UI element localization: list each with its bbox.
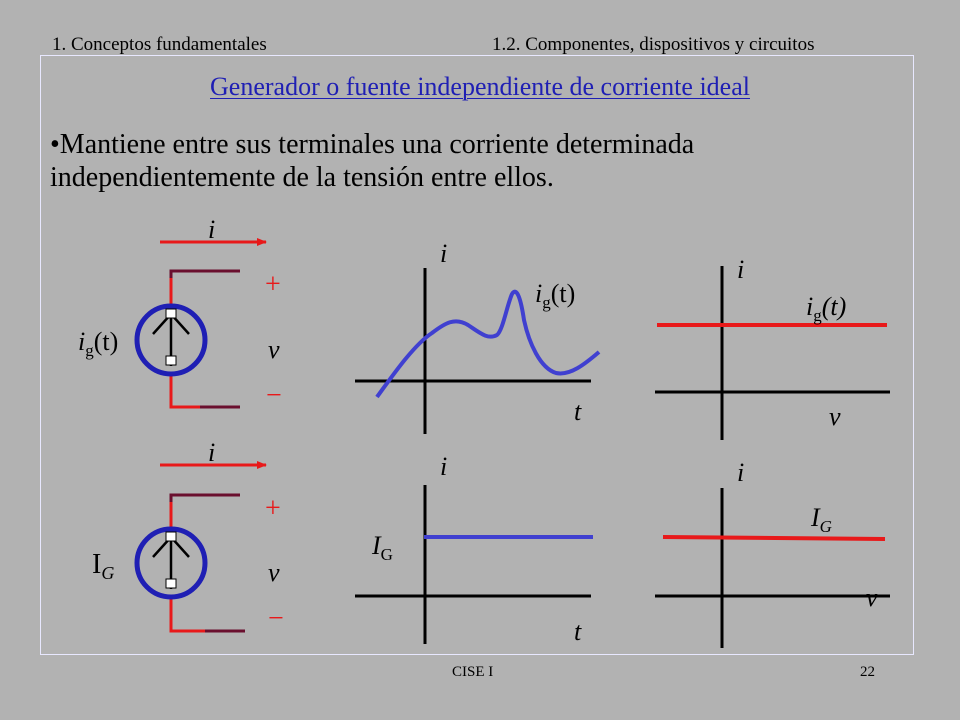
y-axis-label: i [440, 452, 448, 481]
source-label-IG: $I_G$ [92, 549, 115, 583]
source-terminal-top [166, 309, 176, 318]
curve-label-ig: $i_g(t)$ [535, 279, 576, 312]
footer-course-name: CISE I [452, 664, 494, 680]
graph-i-vs-v-variable [655, 255, 890, 440]
source-label-ig: $i_g(t)$ [78, 327, 119, 360]
line-label-IG: $I_G$ [811, 503, 832, 536]
current-label-i: i [208, 438, 216, 467]
wire-top [171, 495, 240, 530]
y-axis-label: i [737, 458, 745, 487]
wire-bottom [171, 373, 240, 407]
current-line [663, 537, 885, 539]
line-label-ig: $i_g(t)$ [806, 292, 847, 325]
wire-bottom [171, 596, 245, 631]
y-axis-label: i [440, 239, 448, 268]
slide-title-text: Generador o fuente independiente de corriente ideal [210, 72, 750, 101]
voltage-label-v: v [268, 558, 280, 587]
source-terminal-bottom [166, 356, 176, 365]
bullet-text: •Mantiene entre sus terminales una corriente determinada independientemente de la tensión entre ellos. [50, 129, 695, 193]
minus-sign: − [266, 380, 282, 411]
wire-top [171, 271, 240, 307]
source-terminal-top [166, 532, 176, 541]
x-axis-label: t [574, 397, 582, 426]
x-axis-label: t [574, 617, 582, 646]
x-axis-label: v [866, 583, 878, 612]
header-section-title: 1. Conceptos fundamentales [52, 34, 267, 55]
line-label-IG: $I_G$ [372, 531, 393, 564]
minus-sign: − [268, 603, 284, 634]
footer-page-number: 22 [860, 664, 875, 680]
circuit-constant-source [92, 438, 284, 634]
voltage-label-v: v [268, 335, 280, 364]
x-axis-label: v [829, 402, 841, 431]
plus-sign: + [265, 493, 281, 524]
graph-i-vs-t-variable [355, 239, 599, 434]
y-axis-label: i [737, 255, 745, 284]
header-subsection-title: 1.2. Componentes, dispositivos y circuitos [492, 34, 815, 55]
circuit-variable-source [78, 215, 282, 411]
graph-i-vs-t-constant [355, 452, 593, 646]
source-terminal-bottom [166, 579, 176, 588]
current-label-i: i [208, 215, 216, 244]
graph-i-vs-v-constant [655, 458, 890, 648]
plus-sign: + [265, 269, 281, 300]
